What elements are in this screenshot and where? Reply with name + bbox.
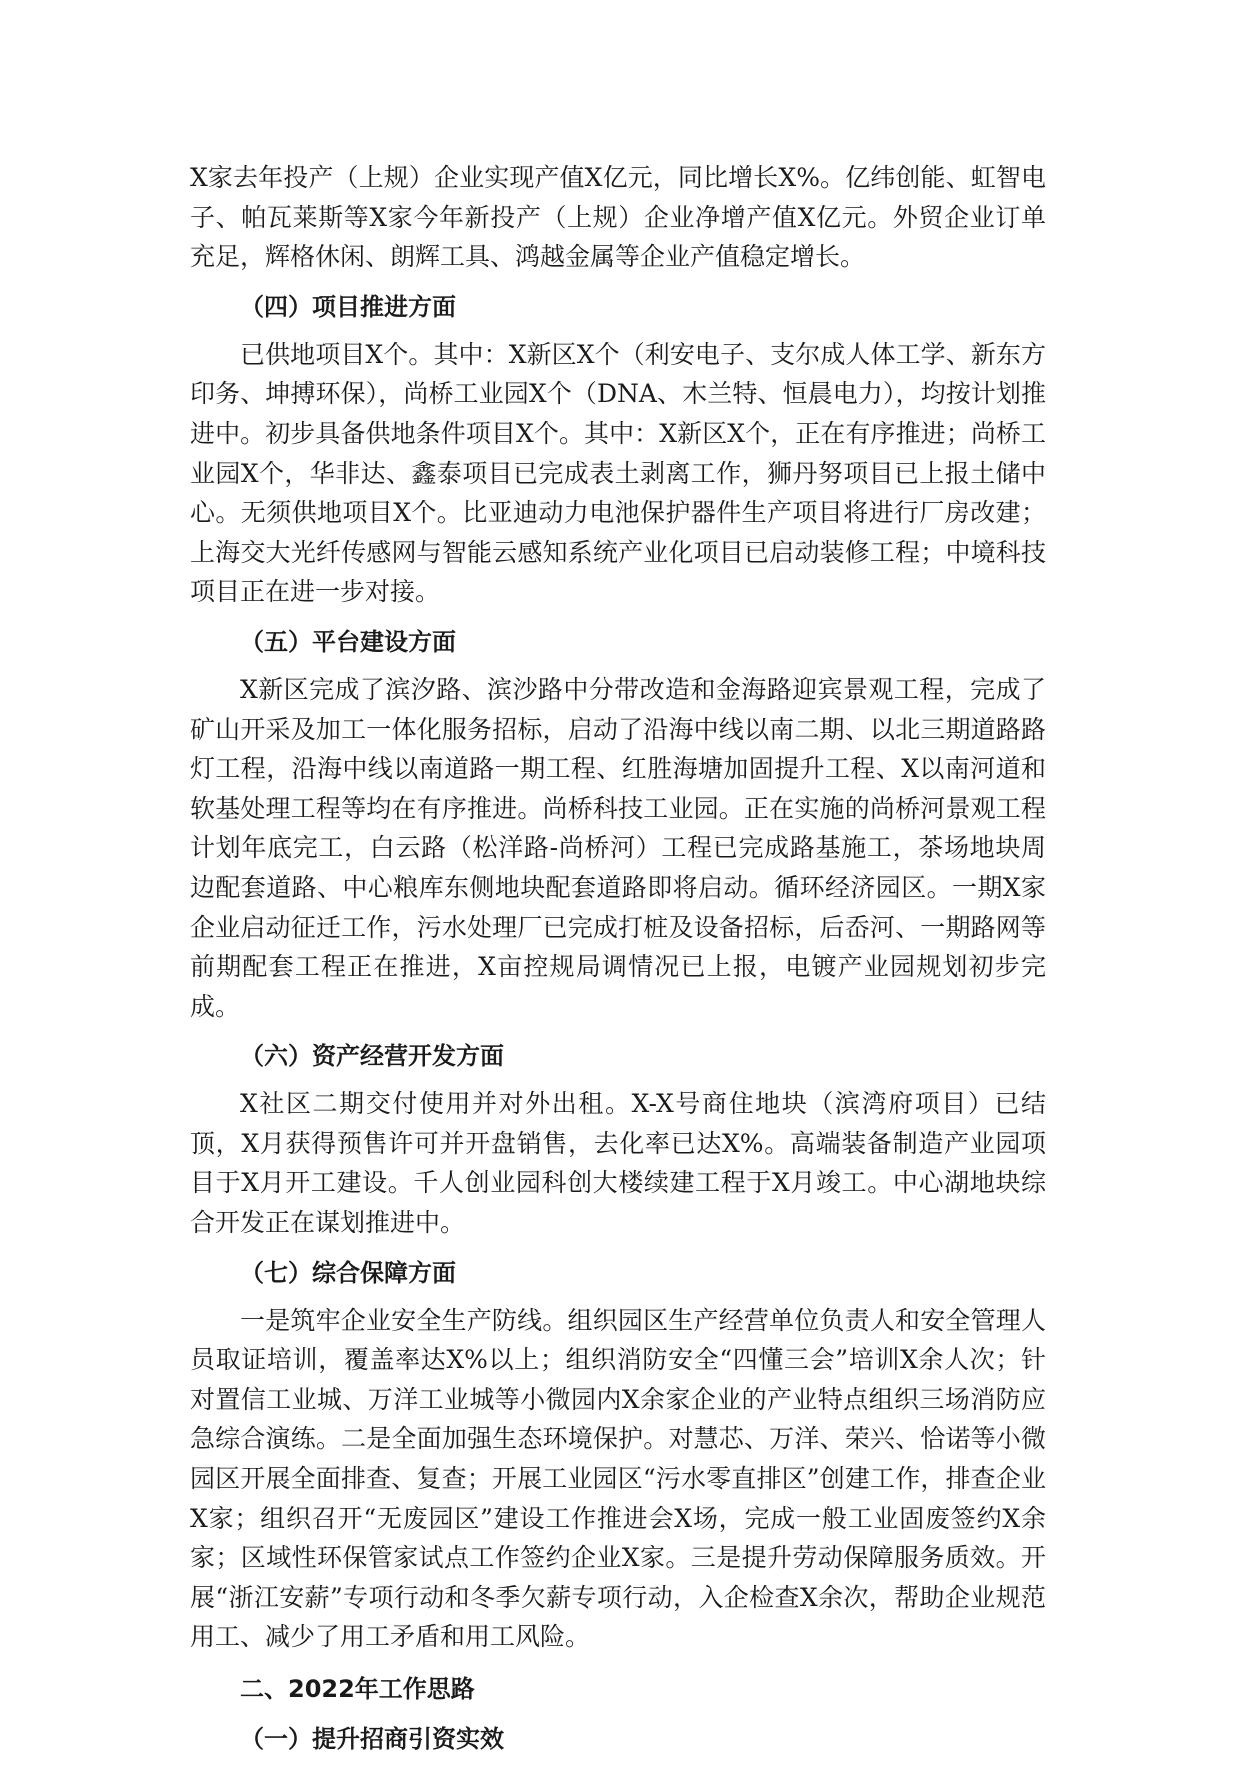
- paragraph-platform-construction: X新区完成了滨汐路、滨沙路中分带改造和金海路迎宾景观工程，完成了矿山开采及加工一体化服务招标，启动了沿海中线以南二期、以北三期道路路灯工程，沿海中线以南道路一期工程、红胜海塘加固提升工程、X以南河道和软基处理工程等均在有序推进。尚桥科技工业园。正在实施的尚桥河景观工程计划年底完工，白云路（松洋路-尚桥河）工程已完成路基施工，茶场地块周边配套道路、中心粮库东侧地块配套道路即将启动。循环经济园区。一期X家企业启动征迁工作，污水处理厂已完成打桩及设备招标，后岙河、一期路网等前期配套工程正在推进，X亩控规局调情况已上报，电镀产业园规划初步完成。: [190, 674, 1046, 1021]
- heading-2022-work-plan: 二、2022年工作思路: [240, 1675, 475, 1703]
- heading-comprehensive-support: （七）综合保障方面: [240, 1258, 456, 1287]
- heading-project-progress: （四）项目推进方面: [240, 292, 456, 321]
- heading-platform-construction: （五）平台建设方面: [240, 627, 456, 656]
- paragraph-asset-management: X社区二期交付使用并对外出租。X-X号商住地块（滨湾府项目）已结顶，X月获得预售许可并开盘销售，去化率已达X%。高端装备制造产业园项目于X月开工建设。千人创业园科创大楼续建工程于X月竣工。中心湖地块综合开发正在谋划推进中。: [190, 1089, 1046, 1238]
- heading-asset-management: （六）资产经营开发方面: [240, 1042, 504, 1071]
- paragraph-comprehensive-support: 一是筑牢企业安全生产防线。组织园区生产经营单位负责人和安全管理人员取证培训，覆盖率达X%以上；组织消防安全“四懂三会”培训X余人次；针对置信工业城、万洋工业城等小微园内X余家企业的产业特点组织三场消防应急综合演练。二是全面加强生态环境保护。对慧芯、万洋、荣兴、恰诺等小微园区开展全面排查、复查；开展工业园区“污水零直排区”创建工作，排查企业X家；组织召开“无废园区”建设工作推进会X场，完成一般工业固废签约X余家；区域性环保管家试点工作签约企业X家。三是提升劳动保障服务质效。开展“浙江安薪”专项行动和冬季欠薪专项行动，入企检查X余次，帮助企业规范用工、减少了用工矛盾和用工风险。: [190, 1305, 1046, 1652]
- document-body: [190, 158, 1046, 1767]
- paragraph-output-value: X家去年投产（上规）企业实现产值X亿元，同比增长X%。亿纬创能、虹智电子、帕瓦莱斯等X家今年新投产（上规）企业净增产值X亿元。外贸企业订单充足，辉格休闲、朗辉工具、鸿越金属等企业产值稳定增长。: [190, 163, 1046, 272]
- heading-investment-promotion: （一）提升招商引资实效: [240, 1725, 504, 1753]
- paragraph-project-progress: 已供地项目X个。其中：X新区X个（利安电子、支尔成人体工学、新东方印务、坤搏环保），尚桥工业园X个（DNA、木兰特、恒晨电力），均按计划推进中。初步具备供地条件项目X个。其中：X新区X个，正在有序推进；尚桥工业园X个，华非达、鑫泰项目已完成表土剥离工作，狮丹努项目已上报土储中心。无须供地项目X个。比亚迪动力电池保护器件生产项目将进行厂房改建；上海交大光纤传感网与智能云感知系统产业化项目已启动装修工程；中境科技项目正在进一步对接。: [190, 339, 1046, 607]
